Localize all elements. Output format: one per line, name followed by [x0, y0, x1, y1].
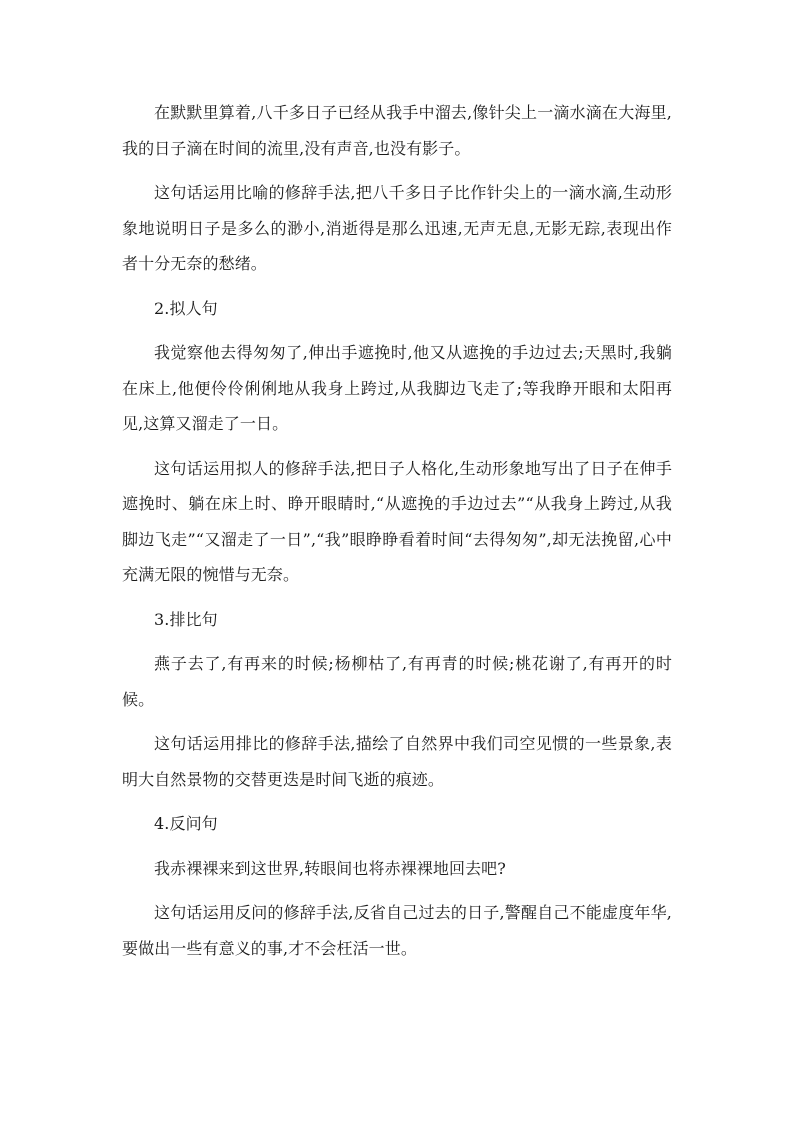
paragraph-parallelism-quote: 燕子去了,有再来的时候;杨柳枯了,有再青的时候;桃花谢了,有再开的时候。 [122, 654, 672, 709]
section-heading-personification: 2.拟人句 [154, 298, 218, 318]
paragraph-simile-analysis: 这句话运用比喻的修辞手法,把八千多日子比作针尖上的一滴水滴,生动形象地说明日子是多么的渺小,消逝得是那么迅速,无声无息,无影无踪,表现出作者十分无奈的愁绪。 [122, 183, 672, 273]
section-heading-rhetorical-question: 4.反问句 [154, 814, 218, 833]
document-body [122, 95, 672, 975]
paragraph-simile-quote: 在默默里算着,八千多日子已经从我手中溜去,像针尖上一滴水滴在大海里,我的日子滴在时间的流里,没有声音,也没有影子。 [122, 103, 672, 158]
section-heading-parallelism: 3.排比句 [154, 609, 218, 629]
paragraph-rhetorical-question-analysis: 这句话运用反问的修辞手法,反省自己过去的日子,警醒自己不能虚度年华,要做出一些有意义的事,才不会枉活一世。 [122, 903, 672, 958]
paragraph-parallelism-analysis: 这句话运用排比的修辞手法,描绘了自然界中我们司空见惯的一些景象,表明大自然景物的交替更迭是时间飞逝的痕迹。 [122, 734, 672, 789]
paragraph-personification-quote: 我觉察他去得匆匆了,伸出手遮挽时,他又从遮挽的手边过去;天黑时,我躺在床上,他便伶伶俐俐地从我身上跨过,从我脚边飞走了;等我睁开眼和太阳再见,这算又溜走了一日。 [122, 343, 672, 433]
paragraph-personification-analysis: 这句话运用拟人的修辞手法,把日子人格化,生动形象地写出了日子在伸手遮挽时、躺在床上时、睁开眼睛时,“从遮挽的手边过去”“从我身上跨过,从我脚边飞走”“又溜走了一日”,“我”眼睁睁看着时间“去得匆匆”,却无法挽留,心中充满无限的惋惜与无奈。 [122, 458, 672, 584]
paragraph-rhetorical-question-quote: 我赤裸裸来到这世界,转眼间也将赤裸裸地回去吧? [154, 858, 506, 878]
